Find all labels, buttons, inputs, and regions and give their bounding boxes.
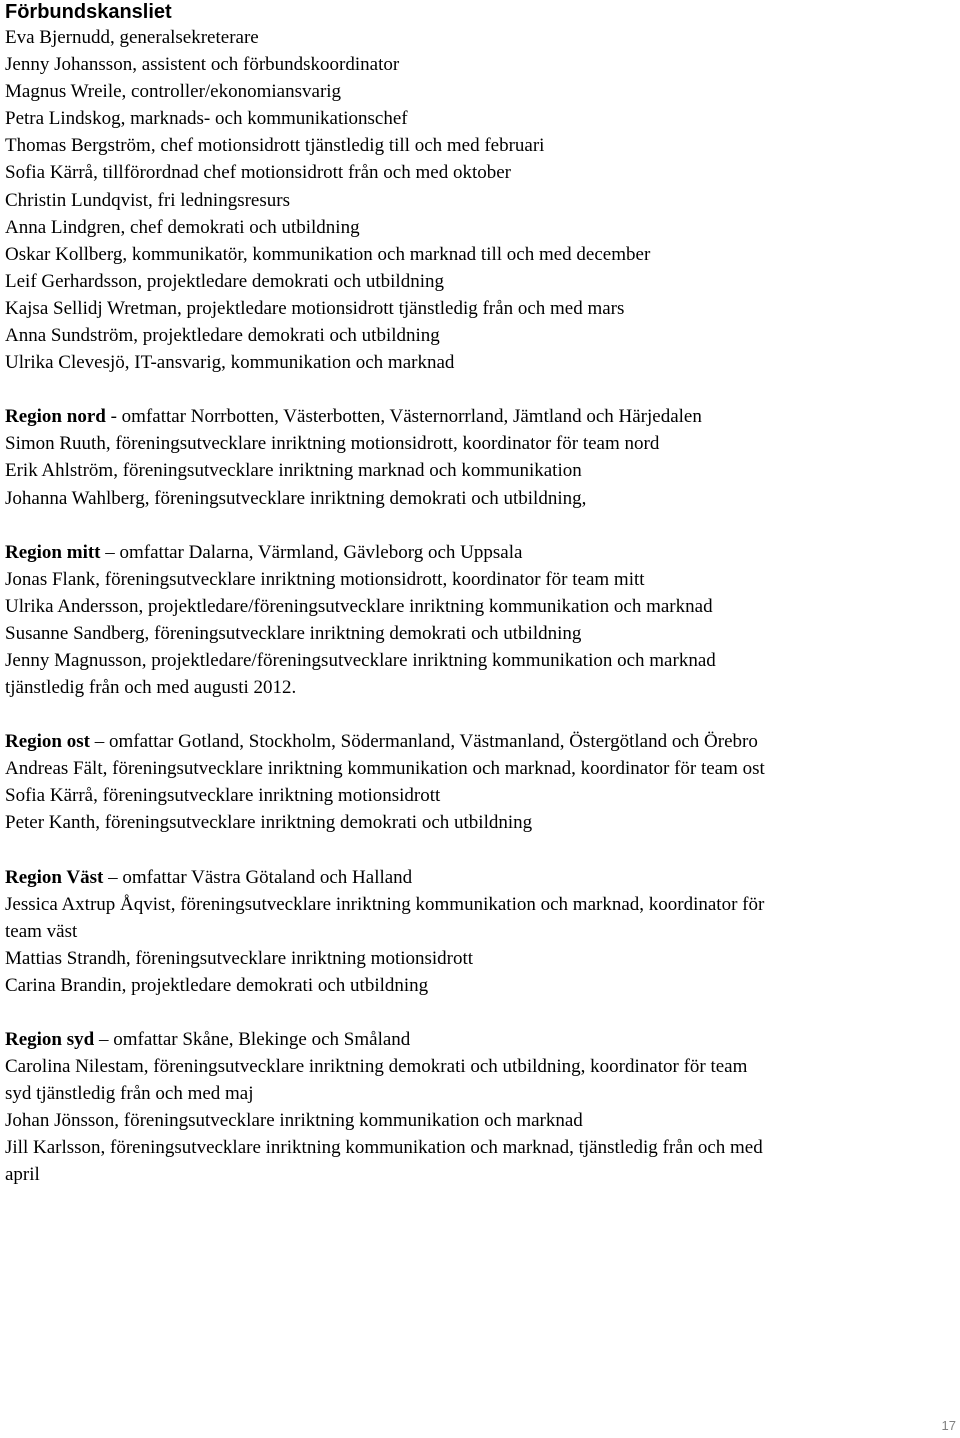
staff-line: Andreas Fält, föreningsutvecklare inriktning kommunikation och marknad, koordinator för team ost [5, 758, 765, 780]
document-page [5, 0, 955, 1189]
office-title: Förbundskansliet [5, 1, 172, 23]
region-coverage: omfattar Gotland, Stockholm, Södermanland, Västmanland, Östergötland och Örebro [108, 731, 758, 753]
region-name: Region syd [5, 1029, 95, 1050]
staff-line: Sofia Kärrå, föreningsutvecklare inriktning motionsidrott [5, 785, 441, 807]
staff-line: Oskar Kollberg, kommunikatör, kommunikation och marknad till och med december [5, 243, 651, 265]
staff-line: april [5, 1164, 40, 1186]
page-number: 17 [941, 1418, 956, 1433]
staff-line: Kajsa Sellidj Wretman, projektledare motionsidrott tjänstledig från och med mars [5, 297, 625, 319]
staff-line: syd tjänstledig från och med maj [5, 1083, 254, 1105]
region-name: Region Väst [5, 866, 104, 888]
staff-line: Jessica Axtrup Åqvist, föreningsutvecklare inriktning kommunikation och marknad, koordinator för [5, 893, 765, 915]
staff-line: Jonas Flank, föreningsutvecklare inriktning motionsidrott, koordinator för team mitt [5, 568, 645, 590]
region-coverage: omfattar Norrbotten, Västerbotten, Västernorrland, Jämtland och Härjedalen [121, 406, 702, 428]
staff-line: team väst [5, 920, 78, 942]
staff-line: Sofia Kärrå, tillförordnad chef motionsidrott från och med oktober [5, 162, 511, 184]
region-vast-section [5, 864, 955, 999]
region-heading [5, 728, 955, 755]
staff-line: Susanne Sandberg, föreningsutvecklare inriktning demokrati och utbildning [5, 622, 582, 644]
region-mitt-section [5, 539, 955, 702]
region-name: Region ost [5, 731, 90, 753]
staff-line: Magnus Wreile, controller/ekonomiansvarig [5, 81, 342, 103]
staff-line: Anna Lindgren, chef demokrati och utbildning [5, 216, 360, 238]
staff-line: tjänstledig från och med augusti 2012. [5, 677, 297, 699]
region-nord-section [5, 403, 955, 511]
region-coverage: omfattar Västra Götaland och Halland [122, 866, 413, 888]
region-separator: – [103, 866, 123, 888]
region-syd-section [5, 1026, 955, 1189]
region-separator: - [105, 406, 122, 428]
region-separator: – [94, 1029, 114, 1050]
staff-line: Jenny Magnusson, projektledare/föreningsutvecklare inriktning kommunikation och marknad [5, 649, 716, 671]
region-ost-section [5, 728, 955, 836]
staff-line: Jenny Johansson, assistent och förbundskoordinator [5, 54, 400, 76]
region-separator: – [89, 731, 109, 753]
office-staff-list [5, 24, 955, 376]
region-name: Region mitt [5, 541, 101, 563]
staff-line: Carina Brandin, projektledare demokrati och utbildning [5, 974, 429, 996]
staff-line: Thomas Bergström, chef motionsidrott tjänstledig till och med februari [5, 135, 545, 157]
region-coverage: omfattar Dalarna, Värmland, Gävleborg och Uppsala [119, 541, 523, 563]
staff-line: Simon Ruuth, föreningsutvecklare inriktning motionsidrott, koordinator för team nord [5, 433, 660, 455]
staff-line: Leif Gerhardsson, projektledare demokrati och utbildning [5, 270, 444, 292]
region-heading [5, 1026, 955, 1053]
staff-line: Erik Ahlström, föreningsutvecklare inriktning marknad och kommunikation [5, 460, 582, 482]
region-heading [5, 864, 955, 891]
staff-line: Johan Jönsson, föreningsutvecklare inriktning kommunikation och marknad [5, 1110, 583, 1132]
region-coverage: omfattar Skåne, Blekinge och Småland [113, 1029, 411, 1050]
staff-line: Mattias Strandh, föreningsutvecklare inriktning motionsidrott [5, 947, 474, 969]
staff-line: Johanna Wahlberg, föreningsutvecklare inriktning demokrati och utbildning, [5, 487, 587, 509]
staff-line: Petra Lindskog, marknads- och kommunikationschef [5, 108, 408, 130]
region-separator: – [100, 541, 120, 563]
staff-line: Ulrika Andersson, projektledare/föreningsutvecklare inriktning kommunikation och marknad [5, 595, 713, 617]
region-heading [5, 539, 955, 566]
staff-line: Jill Karlsson, föreningsutvecklare inriktning kommunikation och marknad, tjänstledig från och med [5, 1137, 763, 1159]
staff-line: Peter Kanth, föreningsutvecklare inriktning demokrati och utbildning [5, 812, 533, 834]
staff-line: Anna Sundström, projektledare demokrati och utbildning [5, 325, 440, 347]
staff-line: Eva Bjernudd, generalsekreterare [5, 27, 259, 48]
staff-line: Carolina Nilestam, föreningsutvecklare inriktning demokrati och utbildning, koordinator för team [5, 1056, 748, 1078]
region-heading [5, 403, 955, 430]
region-name: Region nord [5, 406, 106, 428]
staff-line: Ulrika Clevesjö, IT-ansvarig, kommunikation och marknad [5, 352, 455, 374]
staff-line: Christin Lundqvist, fri ledningsresurs [5, 189, 290, 211]
